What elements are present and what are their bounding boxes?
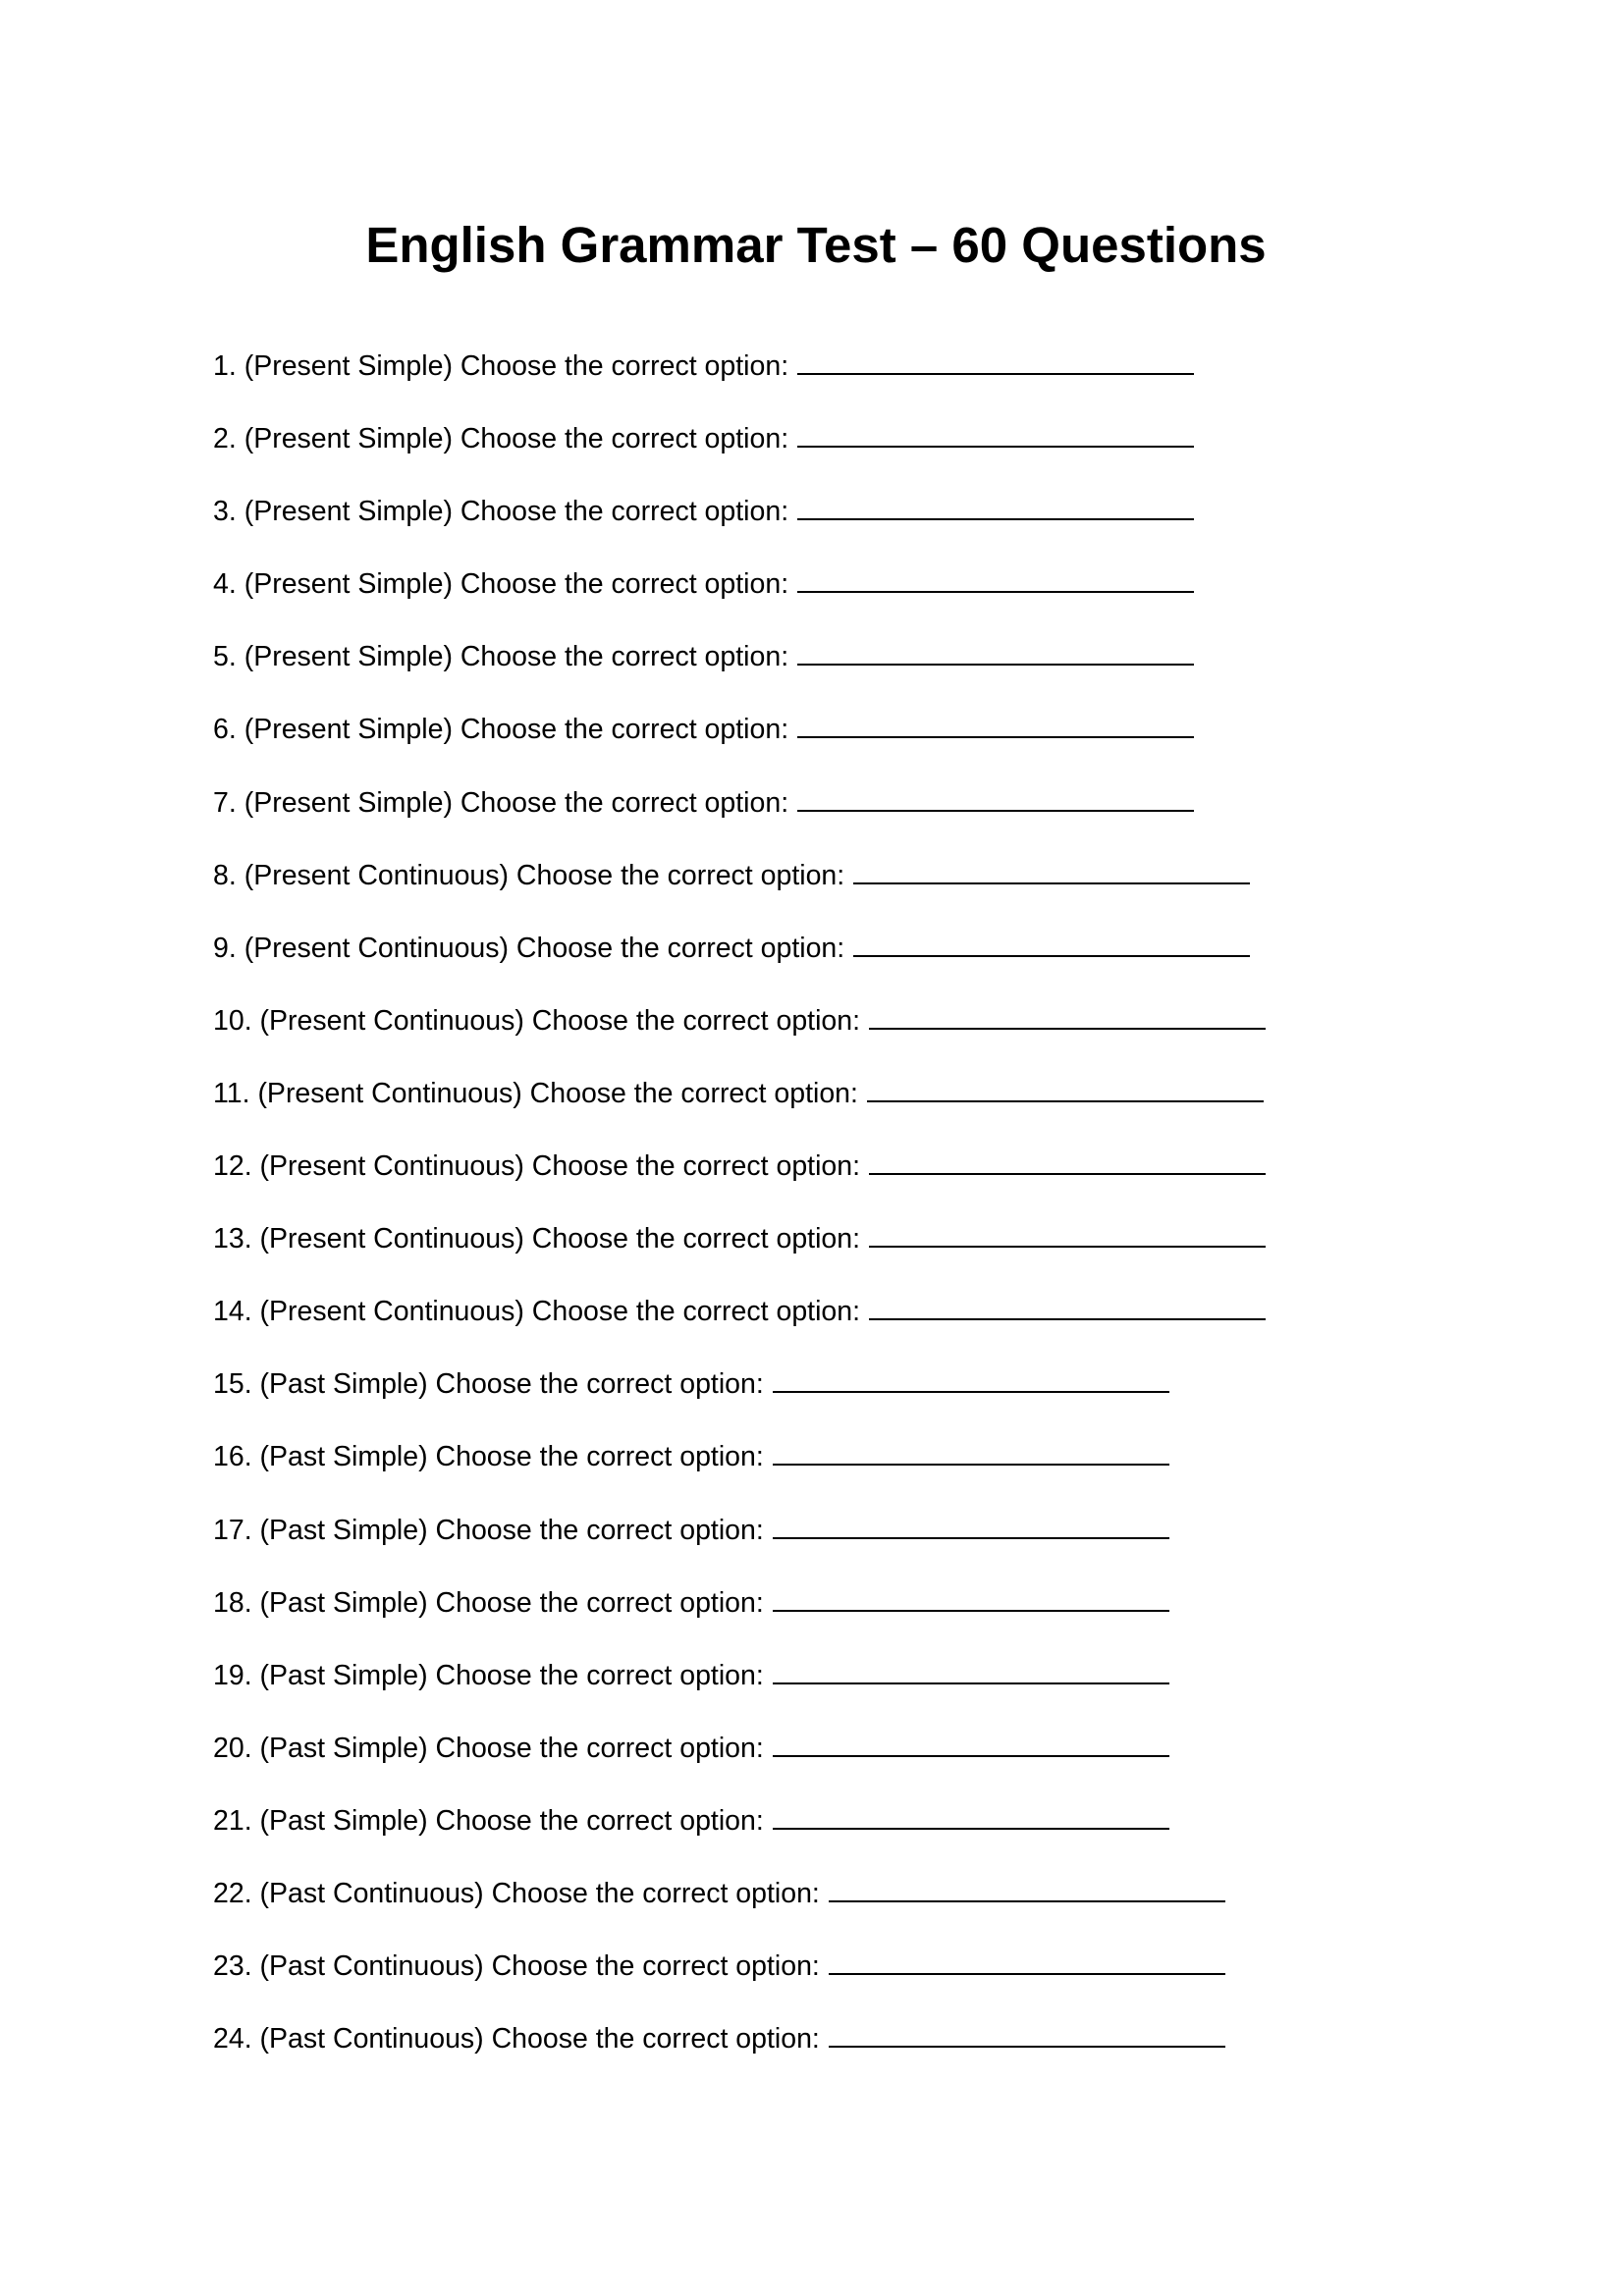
answer-blank[interactable] [773, 1502, 1169, 1539]
question-item [213, 1865, 1489, 1938]
answer-blank[interactable] [773, 1720, 1169, 1757]
answer-blank[interactable] [869, 1138, 1266, 1175]
answer-blank[interactable] [797, 628, 1194, 666]
question-item [213, 483, 1489, 556]
question-text: (Present Continuous) Choose the correct option: [259, 1004, 861, 1037]
question-number: 15. [213, 1368, 252, 1401]
question-text: (Present Simple) Choose the correct option: [244, 496, 789, 528]
question-text: (Past Simple) Choose the correct option: [259, 1586, 764, 1619]
answer-blank[interactable] [853, 847, 1250, 884]
answer-blank[interactable] [797, 774, 1194, 812]
question-number: 13. [213, 1223, 252, 1255]
answer-blank[interactable] [867, 1065, 1264, 1102]
page-title: English Grammar Test – 60 Questions [365, 217, 1267, 273]
question-item [213, 701, 1489, 774]
question-number: 18. [213, 1586, 252, 1619]
answer-blank[interactable] [773, 1428, 1169, 1466]
question-number: 1. [213, 350, 237, 382]
question-text: (Present Continuous) Choose the correct option: [259, 1223, 861, 1255]
question-text: (Past Continuous) Choose the correct option: [259, 2023, 820, 2056]
answer-blank[interactable] [869, 992, 1266, 1030]
question-item [213, 1792, 1489, 1865]
question-item [213, 1938, 1489, 2010]
answer-blank[interactable] [797, 338, 1194, 375]
question-item [213, 1138, 1489, 1210]
question-number: 22. [213, 1877, 252, 1909]
answer-blank[interactable] [829, 2010, 1225, 2048]
question-number: 14. [213, 1296, 252, 1328]
question-number: 12. [213, 1150, 252, 1183]
answer-blank[interactable] [773, 1575, 1169, 1612]
question-number: 3. [213, 496, 237, 528]
question-number: 16. [213, 1441, 252, 1473]
answer-blank[interactable] [797, 410, 1194, 448]
question-item [213, 556, 1489, 628]
question-list [213, 338, 1489, 2083]
question-text: (Present Continuous) Choose the correct option: [244, 932, 845, 964]
question-number: 8. [213, 859, 237, 891]
question-number: 23. [213, 1950, 252, 1983]
question-number: 19. [213, 1659, 252, 1691]
question-text: (Present Simple) Choose the correct option: [244, 641, 789, 673]
question-number: 4. [213, 568, 237, 601]
answer-blank[interactable] [829, 1938, 1225, 1975]
question-text: (Past Simple) Choose the correct option: [259, 1441, 764, 1473]
question-item [213, 1720, 1489, 1792]
question-number: 5. [213, 641, 237, 673]
question-text: (Present Continuous) Choose the correct option: [244, 859, 845, 891]
question-item [213, 992, 1489, 1065]
question-item [213, 1647, 1489, 1720]
question-number: 20. [213, 1732, 252, 1764]
answer-blank[interactable] [773, 1356, 1169, 1393]
question-number: 24. [213, 2023, 252, 2056]
answer-blank[interactable] [797, 556, 1194, 593]
question-item [213, 1502, 1489, 1575]
question-text: (Past Continuous) Choose the correct option: [259, 1877, 820, 1909]
question-text: (Present Simple) Choose the correct option: [244, 786, 789, 819]
question-text: (Present Continuous) Choose the correct option: [259, 1296, 861, 1328]
question-number: 9. [213, 932, 237, 964]
question-item [213, 1356, 1489, 1428]
question-number: 11. [213, 1077, 250, 1109]
question-text: (Present Simple) Choose the correct option: [244, 714, 789, 746]
question-item [213, 847, 1489, 920]
question-item [213, 920, 1489, 992]
question-text: (Past Simple) Choose the correct option: [259, 1804, 764, 1837]
answer-blank[interactable] [869, 1283, 1266, 1320]
answer-blank[interactable] [869, 1210, 1266, 1248]
question-text: (Present Continuous) Choose the correct option: [257, 1077, 858, 1109]
question-text: (Past Simple) Choose the correct option: [259, 1732, 764, 1764]
answer-blank[interactable] [797, 483, 1194, 520]
question-text: (Present Simple) Choose the correct option: [244, 350, 789, 382]
question-number: 10. [213, 1004, 252, 1037]
question-number: 7. [213, 786, 237, 819]
answer-blank[interactable] [773, 1792, 1169, 1830]
answer-blank[interactable] [829, 1865, 1225, 1902]
question-item [213, 1575, 1489, 1647]
answer-blank[interactable] [853, 920, 1250, 957]
answer-blank[interactable] [773, 1647, 1169, 1684]
question-text: (Past Continuous) Choose the correct option: [259, 1950, 820, 1983]
question-item [213, 774, 1489, 847]
question-text: (Present Continuous) Choose the correct option: [259, 1150, 861, 1183]
answer-blank[interactable] [797, 701, 1194, 738]
question-item [213, 1210, 1489, 1283]
question-text: (Present Simple) Choose the correct option: [244, 568, 789, 601]
question-item [213, 1428, 1489, 1501]
question-number: 6. [213, 714, 237, 746]
question-number: 17. [213, 1514, 252, 1546]
question-text: (Past Simple) Choose the correct option: [259, 1368, 764, 1401]
question-item [213, 410, 1489, 483]
question-text: (Past Simple) Choose the correct option: [259, 1659, 764, 1691]
question-item [213, 1065, 1489, 1138]
question-text: (Present Simple) Choose the correct option: [244, 423, 789, 455]
question-item [213, 1283, 1489, 1356]
question-item [213, 628, 1489, 701]
question-number: 21. [213, 1804, 252, 1837]
question-item [213, 2010, 1489, 2083]
question-item [213, 338, 1489, 410]
question-number: 2. [213, 423, 237, 455]
question-text: (Past Simple) Choose the correct option: [259, 1514, 764, 1546]
